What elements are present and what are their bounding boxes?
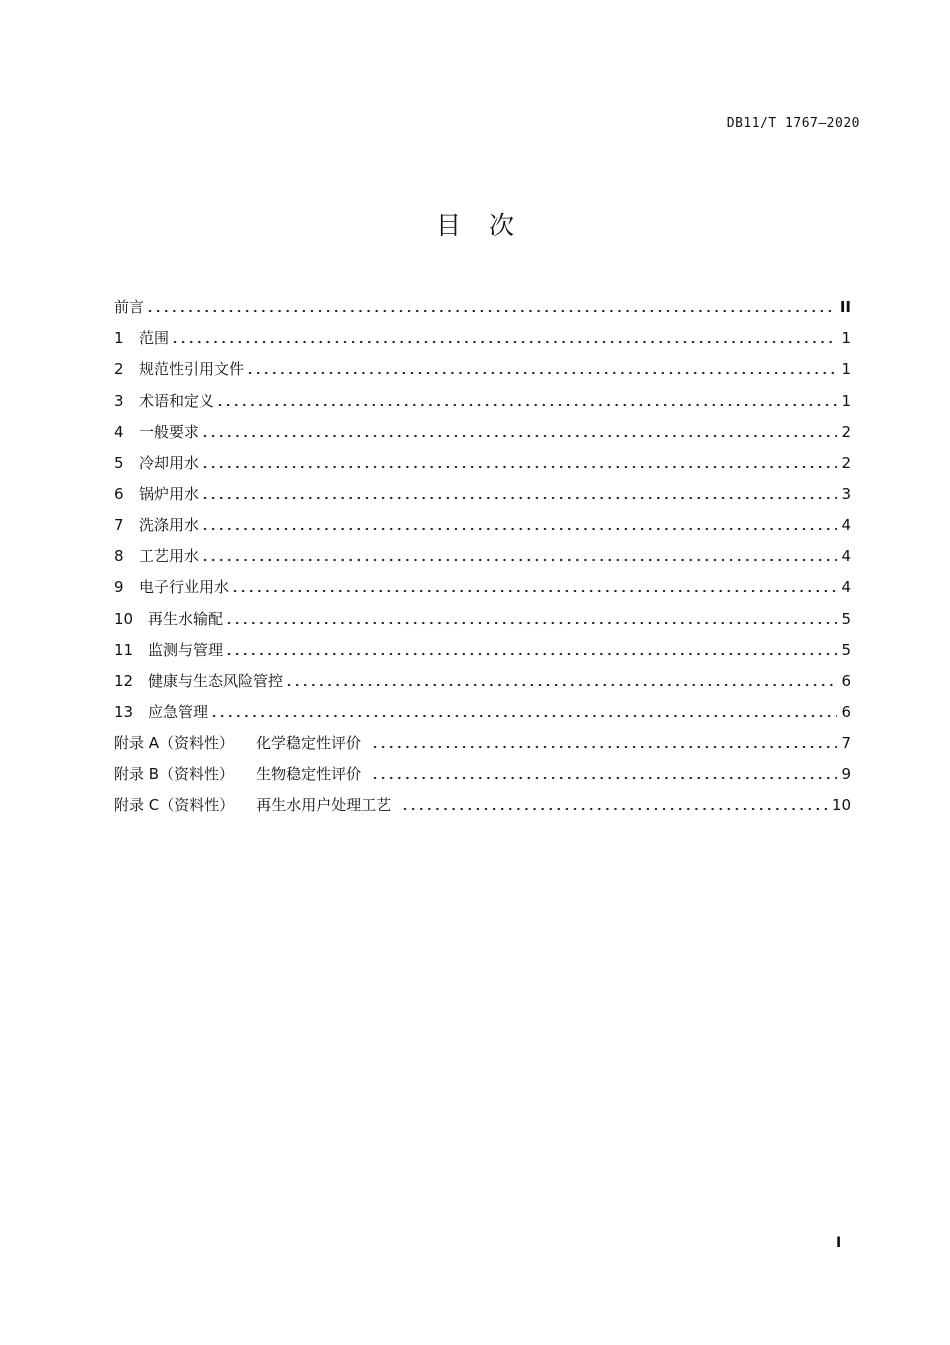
toc-entry-page: 9: [841, 765, 851, 784]
toc-entry-number: 9: [114, 578, 124, 597]
toc-appendix-entry[interactable]: [114, 723, 851, 754]
toc-entry-number: 1: [114, 329, 124, 348]
toc-entry[interactable]: [114, 443, 851, 474]
toc-entry-label: 监测与管理: [148, 640, 224, 659]
dot-leader: [146, 309, 836, 313]
toc-entry-page: 4: [841, 516, 851, 535]
toc-entry-number: 8: [114, 547, 124, 566]
toc-entry-page: 4: [841, 547, 851, 566]
toc-entry[interactable]: [114, 692, 851, 723]
dot-leader: [201, 527, 837, 531]
toc-entry-page: 2: [841, 453, 851, 472]
toc-entry-page: 10: [831, 796, 851, 815]
dot-leader: [285, 683, 837, 687]
toc-entry-number: 4: [114, 422, 124, 441]
toc-entry-label: 工艺用水: [139, 547, 200, 566]
toc-entry-page: 3: [841, 484, 851, 503]
toc-entry[interactable]: [114, 661, 851, 692]
toc-entry[interactable]: [114, 474, 851, 505]
dot-leader: [246, 371, 837, 375]
toc-entry-label: 再生水用户处理工艺: [256, 796, 392, 815]
toc-entry-page: 6: [841, 671, 851, 690]
toc-entry-number: 3: [114, 391, 124, 410]
dot-leader: [171, 340, 837, 344]
toc-entry[interactable]: [114, 630, 851, 661]
toc-entry-label: 前言: [114, 298, 145, 317]
dot-leader: [371, 776, 837, 780]
toc-entry-page: 7: [841, 734, 851, 753]
table-of-contents: [114, 287, 851, 816]
toc-entry-label: 化学稳定性评价: [256, 734, 362, 753]
toc-entry-page: 2: [841, 422, 851, 441]
page-number: I: [836, 1235, 842, 1251]
toc-entry-label: 生物稳定性评价: [256, 765, 362, 784]
toc-entry-page: 1: [841, 360, 851, 379]
toc-entry-label: 冷却用水: [139, 453, 200, 472]
dot-leader: [401, 807, 828, 811]
toc-entry-label: 电子行业用水: [139, 578, 230, 597]
toc-entry-label: 规范性引用文件: [139, 360, 245, 379]
dot-leader: [201, 434, 837, 438]
toc-entry-number: 13: [114, 702, 134, 721]
toc-entry-label: 健康与生态风险管控: [148, 671, 284, 690]
toc-entry-number: 11: [114, 640, 134, 659]
toc-entry-number: 2: [114, 360, 124, 379]
toc-entry-page: 1: [841, 329, 851, 348]
dot-leader: [201, 465, 837, 469]
toc-entry[interactable]: [114, 567, 851, 598]
toc-entry-number: 6: [114, 484, 124, 503]
toc-appendix-entry[interactable]: [114, 754, 851, 785]
toc-entry-label: 洗涤用水: [139, 516, 200, 535]
dot-leader: [371, 745, 837, 749]
toc-entry-page: 5: [841, 609, 851, 628]
dot-leader: [210, 714, 837, 718]
toc-entry-page: 4: [841, 578, 851, 597]
toc-entry-label: 术语和定义: [139, 391, 215, 410]
toc-entry-number: 12: [114, 671, 134, 690]
toc-entry-label: 一般要求: [139, 422, 200, 441]
toc-entry-page: 5: [841, 640, 851, 659]
toc-appendix-entry[interactable]: [114, 785, 851, 816]
dot-leader: [201, 496, 837, 500]
appendix-prefix: 附录 A（资料性）: [114, 734, 235, 753]
toc-entry[interactable]: [114, 349, 851, 380]
toc-entry[interactable]: [114, 380, 851, 411]
dot-leader: [216, 403, 837, 407]
toc-entry[interactable]: [114, 598, 851, 629]
toc-entry-label: 范围: [139, 329, 170, 348]
toc-entry-label: 锅炉用水: [139, 484, 200, 503]
appendix-prefix: 附录 C（资料性）: [114, 796, 235, 815]
toc-entry-label: 再生水输配: [148, 609, 224, 628]
page-title: 目次: [435, 211, 542, 240]
standard-code: DB11/T 1767—2020: [726, 116, 860, 131]
toc-entry-number: 5: [114, 453, 124, 472]
toc-entry[interactable]: [114, 318, 851, 349]
dot-leader: [225, 652, 837, 656]
toc-entry-page: 1: [841, 391, 851, 410]
dot-leader: [201, 558, 837, 562]
toc-entry-page: II: [839, 298, 851, 317]
toc-entry[interactable]: [114, 536, 851, 567]
toc-entry[interactable]: [114, 412, 851, 443]
toc-entry-page: 6: [841, 702, 851, 721]
toc-entry[interactable]: [114, 505, 851, 536]
toc-entry-label: 应急管理: [148, 702, 209, 721]
dot-leader: [231, 589, 837, 593]
toc-entry-preface[interactable]: [114, 287, 851, 318]
appendix-prefix: 附录 B（资料性）: [114, 765, 235, 784]
toc-entry-number: 7: [114, 516, 124, 535]
toc-entry-number: 10: [114, 609, 134, 628]
dot-leader: [225, 621, 837, 625]
